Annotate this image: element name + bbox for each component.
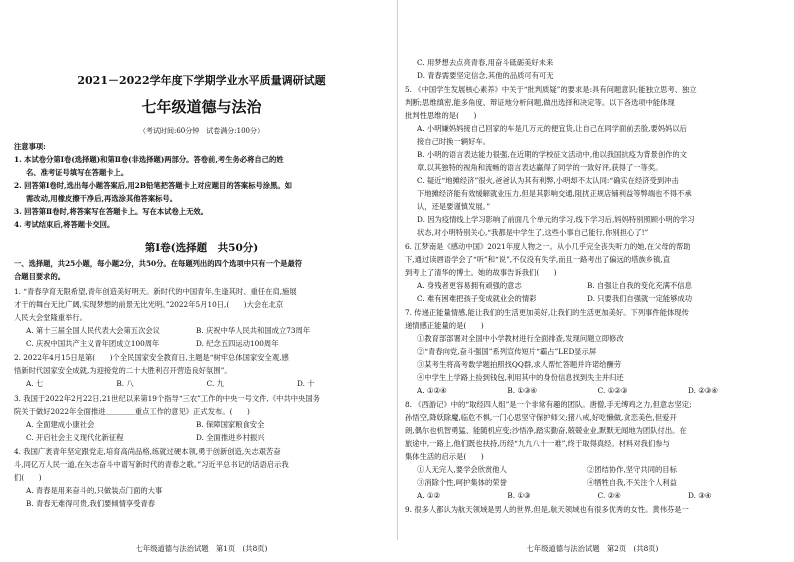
options-row	[14, 339, 401, 349]
option-b: B. 小明的语言表达能力很强,在近期的学校征文活动中,他以我国抗疫为背景创作的文	[417, 150, 688, 159]
option-a: A. 小明嫌妈妈接自己回家的车是几万元的便宜货,让自己在同学面前丢脸,要妈妈以后	[417, 124, 687, 133]
option-a: A. 七	[26, 379, 44, 388]
option-b: B. 自强让自我的变化充满不信息	[587, 281, 692, 290]
options-row	[14, 379, 401, 389]
question-line: 递情感正能量的是( )	[405, 321, 484, 330]
option-d: D. 全面推进乡村振兴	[196, 433, 265, 442]
question-8: 8. 《西游记》中的“取经四人组”是一个非常有趣的团队。唐僧,手无缚鸡之力,但意志坚定;	[405, 400, 692, 409]
right-column	[405, 0, 780, 562]
notes-heading: 注意事项:	[14, 142, 46, 151]
option-d: D. 十	[296, 379, 315, 388]
note-line: 3. 回答第Ⅱ卷时,将答案写在答题卡上。写在本试卷上无效。	[14, 207, 208, 216]
option-line: 状态,对小明特别关心,“我都是中学生了,这些小事自己能行,你别担心了!”	[417, 228, 649, 237]
note-line: 4. 考试结束后,将答题卡交回。	[14, 220, 115, 229]
option-d: D. 青春需要坚定信念,其他的品质可有可无	[417, 71, 554, 80]
question-line: 朗,偶尔也机智勇猛、能随机应变;沙悟净,踏实勤奋,兢兢业业,默默无闻地为团队付出。在	[405, 426, 687, 435]
section-intro: 一、选择题，共25小题，每小题2分，共50分。在每题列出的四个选项中只有一个是最符	[14, 259, 303, 268]
option-d: D. ③④	[687, 491, 712, 500]
option-a: A. 全面建成小康社会	[26, 420, 95, 429]
option-c: C. 庆祝中国共产主义青年团成立100周年	[26, 339, 160, 348]
section-intro: 合题目要求的。	[14, 272, 66, 281]
option-b: B. 青春无难得可贵,我们要倾情享受青春	[26, 499, 156, 508]
option-line: 章,以其独特的视角和流畅的语言表达赢得了同学的一致好评,获得了一等奖。	[417, 163, 663, 172]
note-line: 2. 回答第Ⅰ卷时,选出每小题答案后,用2B铅笔把答题卡上对应题目的答案标号涂黑。如	[14, 181, 292, 190]
section-title: 第Ⅰ卷(选择题 共50分)	[144, 242, 259, 254]
statement-4: ④牺牲自我,不关注个人利益	[587, 478, 677, 487]
option-c: C. ①②③	[597, 386, 628, 395]
question-6: 6. 江梦南是《感动中国》2021年度人物之一。从小几乎完全丧失听力的她,在父母的帮助	[405, 242, 691, 251]
statement-1: ①教育部部署对全国中小学教材进行全面排查,发现问题立即修改	[417, 334, 624, 343]
question-3: 3. 我国于2022年2月22日,21世纪以来第19个指导“三农”工作的中央一号文件,《中共中央国务	[14, 394, 320, 403]
question-line: 集体生活的启示是( )	[405, 452, 484, 461]
question-line: 院关于做好2022年全面推进＿＿＿＿重点工作的意见》正式发布。( )	[14, 407, 250, 416]
option-a: A. 身残者更容易拥有顽强的意志	[417, 281, 522, 290]
statement-2: ②团结协作,坚守共同的目标	[587, 465, 677, 474]
statement-1: ①人无完人,要学会欣赏他人	[417, 465, 507, 474]
statement-4: ④中学生上学路上捡到钱包,利用其中的身份信息找到失主并归还	[417, 373, 624, 382]
column-divider	[397, 0, 398, 540]
option-c: C. 九	[206, 379, 224, 388]
question-line: 判断;思维缜密,能多角度、辩证地分析问题,做出选择和决定等。以下各选项中能体现	[405, 98, 675, 107]
note-line: 需改动,用橡皮擦干净后,再选涂其他答案标号。	[26, 194, 178, 203]
subject-title: 七年级道德与法治	[141, 98, 262, 116]
option-d: D. ②③④	[687, 386, 718, 395]
statement-3: ③某考生将高考数学题拍照找QQ群,求人帮忙答题并许诺给酬劳	[417, 360, 622, 369]
option-c: C. ②④	[597, 491, 621, 500]
statement-2: ②“青春向党,奋斗强国”系列宣传短片“霸占”LED显示屏	[417, 347, 597, 356]
question-line: 下,通过读唇语学会了“听”和“说”,不仅没有失学,而且一路考出了偏远的塔族乡镇,直	[405, 255, 670, 264]
option-b: B. ①③④	[507, 386, 537, 395]
option-line: 下地摊经济能有效缓解就业压力,但是其影响交通,阻扰正规店铺利益等弊端也不得不承	[417, 189, 692, 198]
exam-title: 2021－2022学年度下学期学业水平质量调研试题	[77, 74, 326, 87]
option-c: C. 疑近“地摊经济”很火,爸爸认为其有利弊,小明却不太认同:“确实在经济受到冲击	[417, 176, 679, 185]
option-d: D. 因为疫情线上学习影响了前面几个单元的学习,线下学习后,妈妈特别照顾小明的学习	[417, 215, 695, 224]
question-5: 5. 《中国学生发展核心素养》中关于“批判质疑”的要求是:具有问题意识;能独立思考、独立	[405, 85, 697, 94]
options-row	[14, 433, 401, 443]
question-line: 才干的舞台无比广阔,实现梦想的前景无比光明。”2022年5月10日,( )大会在北京	[14, 300, 284, 309]
question-line: 到考上了清华的博士。她的故事告诉我们( )	[405, 268, 557, 277]
option-b: B. ①③	[507, 491, 531, 500]
option-b: B. 八	[116, 379, 134, 388]
options-row	[405, 386, 792, 396]
statements-row	[405, 465, 792, 475]
options-row	[405, 294, 792, 304]
statements-row	[405, 478, 792, 488]
options-row	[14, 326, 401, 336]
statement-3: ③消除个性,呵护集体的荣誉	[417, 478, 507, 487]
option-d: D. 纪念五四运动100周年	[196, 339, 279, 348]
options-row	[405, 281, 792, 291]
option-d: D. 只要我们自强就一定能够成功	[587, 294, 693, 303]
option-a: A. ①②	[417, 491, 440, 500]
option-a: A. ①②④	[417, 386, 447, 395]
question-line: 悟新时代国家安全成就,为迎接党的二十大胜利召开营造良好氛围”。	[14, 366, 232, 375]
question-line: 人民大会堂隆重举行。	[14, 313, 87, 322]
left-column	[14, 0, 389, 562]
question-4: 4. 我国广袤青年坚定跟党走,培育高尚品格,练就过硬本领,勇于创新创造,矢志艰苦奋	[14, 447, 281, 456]
question-2: 2. 2022年4月15日是第( )个全民国家安全教育日,主题是“树牢总体国家安全观,感	[14, 353, 289, 362]
options-row	[405, 491, 792, 501]
option-a: A. 第十三届全国人民代表大会第五次会议	[26, 326, 160, 335]
option-line: 接自己时换一辆好车。	[417, 137, 490, 146]
page-footer-right: 七年级道德与法治试题 第2页 (共8页)	[526, 544, 659, 553]
option-c: C. 难有困难把孩子变成就业会的情彩	[417, 294, 537, 303]
option-a: A. 青春是用来奋斗的,只做装点门面的大事	[26, 486, 163, 495]
question-1: 1. “青春孕育无限希望,青年创造美好明天。新时代的中国青年,生逢其时、重任在肩,施展	[14, 287, 297, 296]
option-c: C. 用梦想去点亮青春,用奋斗砥砺美好未来	[417, 58, 554, 67]
option-b: B. 保障国家粮食安全	[196, 420, 265, 429]
question-line: 孙悟空,降妖除魔,临危不惧,一门心思坚守保护师父;猪八戒,好吃懒做,贪恋美色,但爱开	[405, 413, 677, 422]
option-c: C. 开启社会主义现代化新征程	[26, 433, 124, 442]
options-row	[14, 420, 401, 430]
option-b: B. 庆祝中华人民共和国成立73周年	[196, 326, 311, 335]
option-line: 认，还是要谨慎发展。”	[417, 202, 491, 211]
note-line: 名、准考证号填写在答题卡上。	[26, 168, 129, 177]
question-line: 们( )	[14, 473, 42, 482]
question-line: 批判性思维的是( )	[405, 111, 477, 120]
exam-info: （考试时间:60分钟 试卷满分:100分）	[139, 127, 264, 135]
question-7: 7. 传递正能量情感,能让我们的生活更加美好,让我们的生活更加美好。下列事件能体现传	[405, 308, 689, 317]
question-9: 9. 很多人都认为航天领域是男人的世界,但是,航天领域也有很多优秀的女性。黄伟芬是一	[405, 505, 689, 514]
note-line: 1. 本试卷分第Ⅰ卷(选择题)和第Ⅱ卷(非选择题)两部分。答卷前,考生务必将自己的姓	[14, 155, 284, 164]
page-footer-left: 七年级道德与法治试题 第1页 (共8页)	[135, 544, 268, 553]
question-line: 斗,同亿万人民一道,在矢志奋斗中谱写新时代的青春之歌。”习近平总书记的话语启示我	[14, 460, 289, 469]
question-line: 旅途中,一路上,他们既也扶持,历经“九九八十一难”,终于取得真经。材料对我们参与	[405, 439, 670, 448]
